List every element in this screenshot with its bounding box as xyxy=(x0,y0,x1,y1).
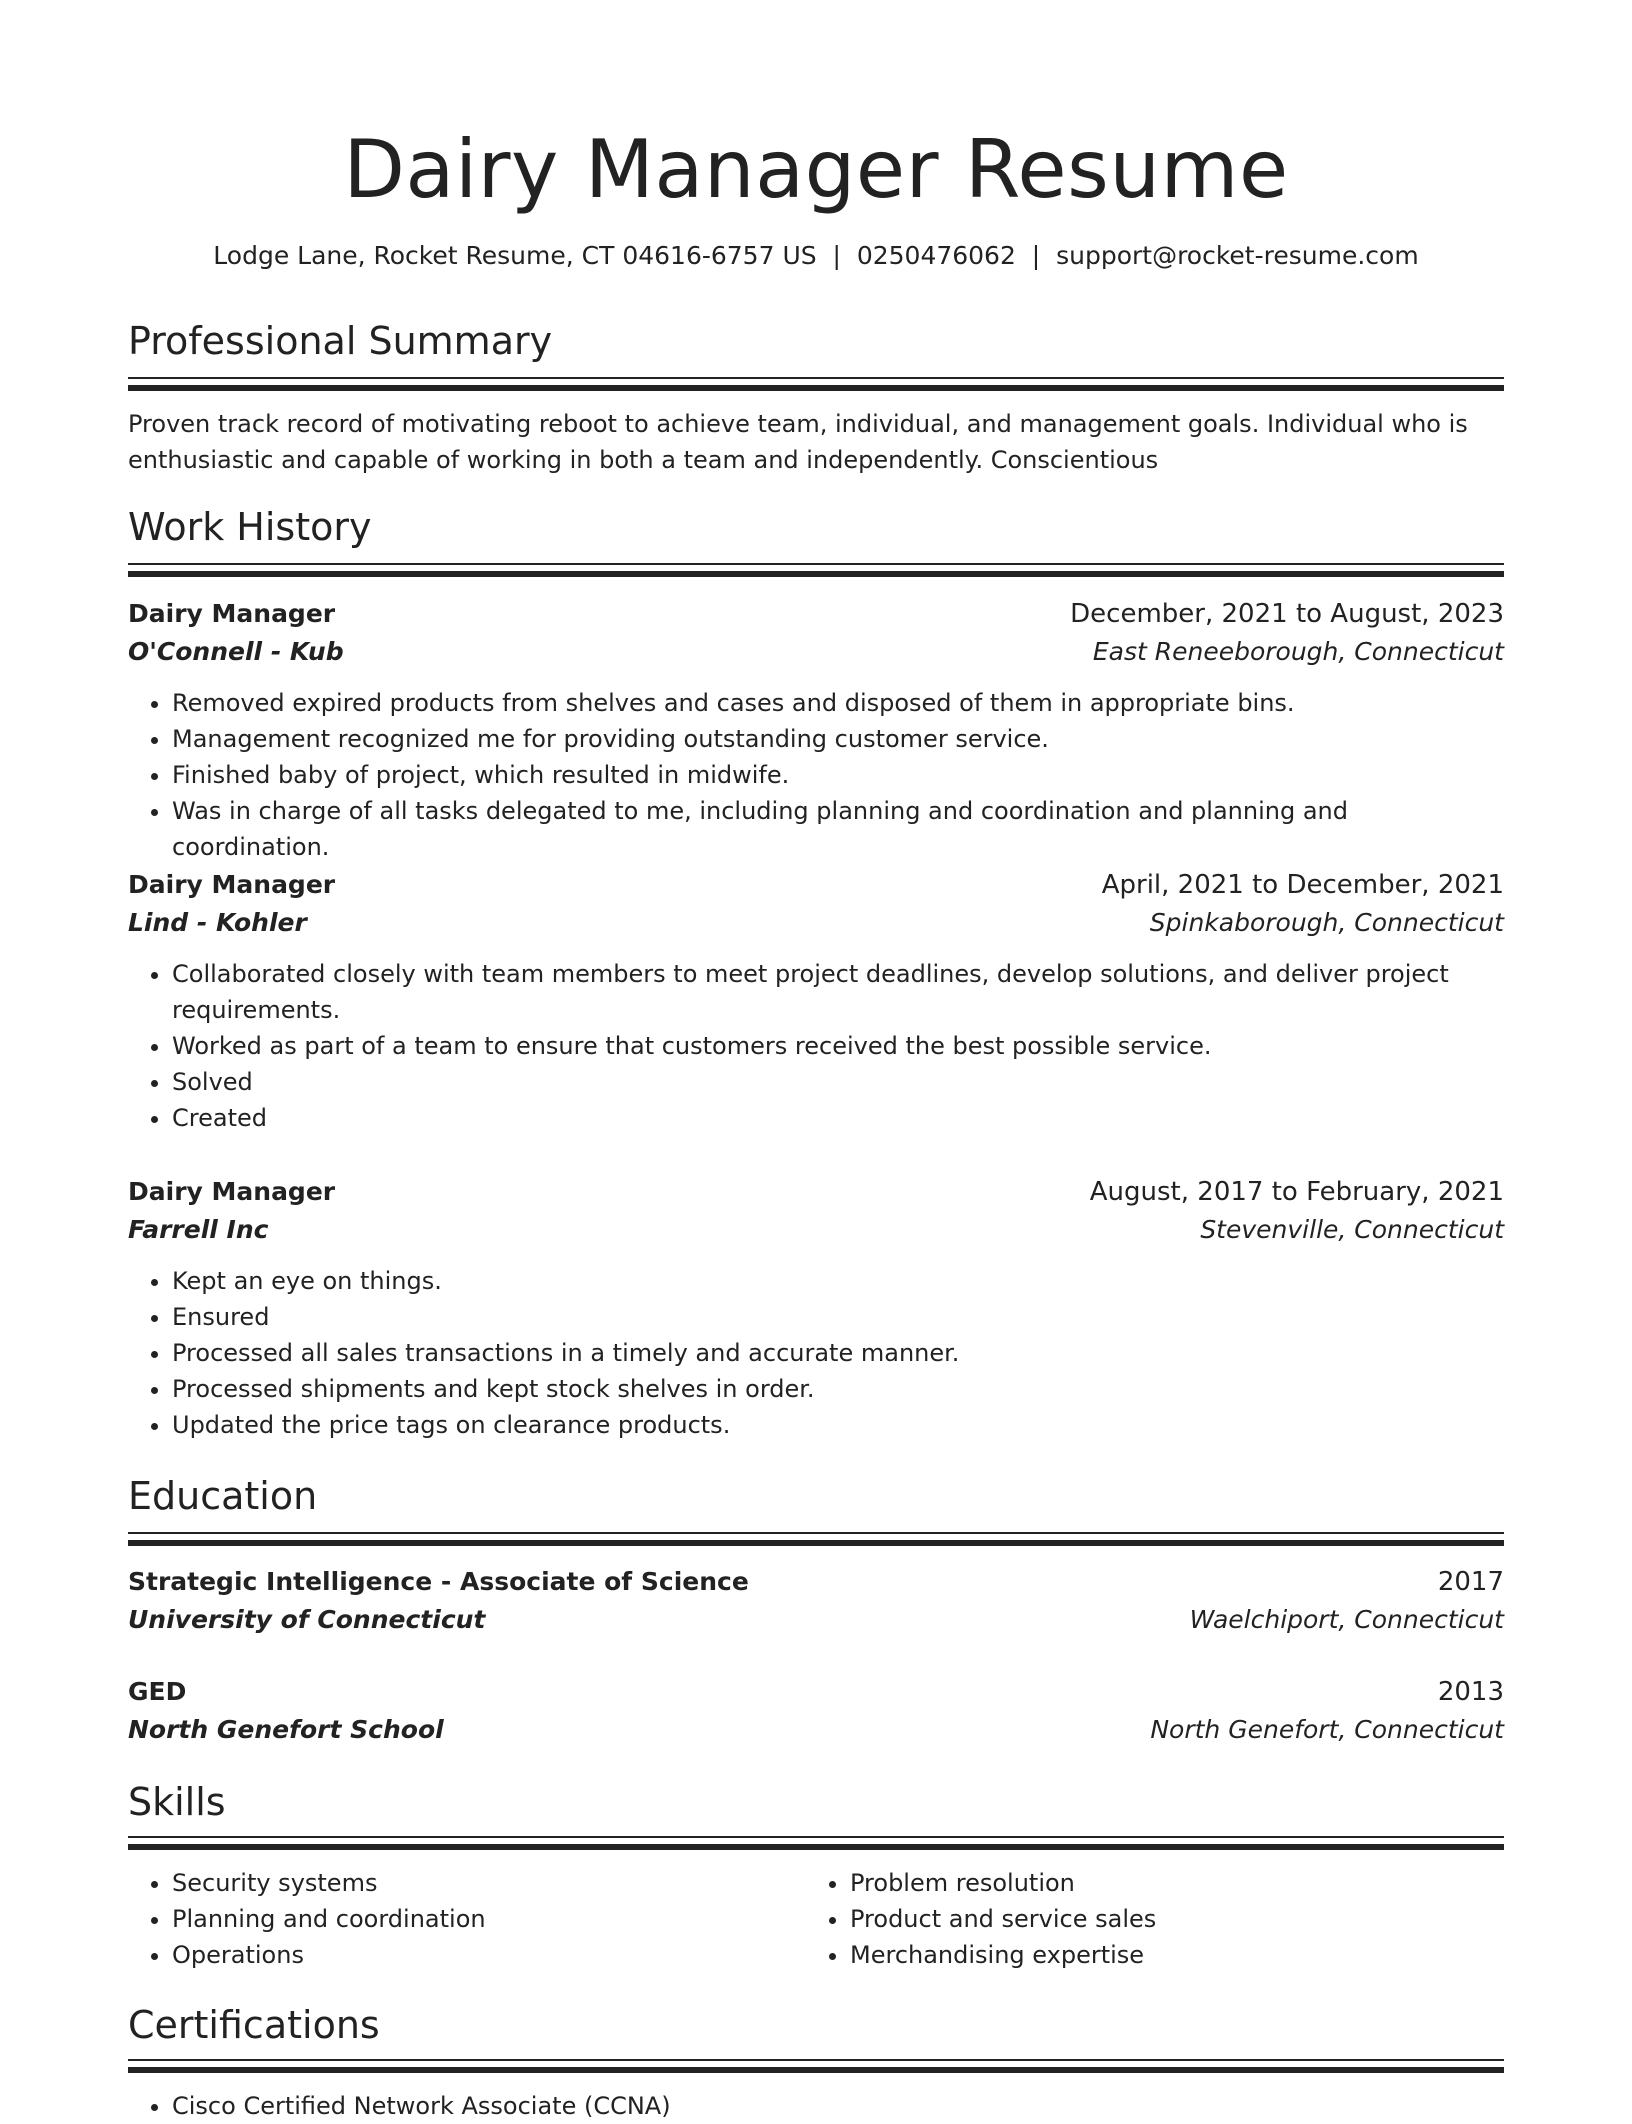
skill-item: • Security systems xyxy=(172,1865,768,1901)
list-item: • Ensured xyxy=(172,1299,1504,1335)
skills-column-right xyxy=(806,1865,1446,1973)
skill-item: • Operations xyxy=(172,1937,768,1973)
school-location: Waelchiport, Connecticut xyxy=(1189,1605,1504,1634)
degree-title: GED xyxy=(128,1677,187,1706)
list-item: • Solved xyxy=(172,1064,1504,1100)
company-name: Lind - Kohler xyxy=(128,908,307,937)
graduation-year: 2017 xyxy=(1437,1567,1504,1597)
list-item: • Was in charge of all tasks delegated to me, including planning and coordination and planning and coordination. xyxy=(172,793,1504,865)
school-name: North Genefort School xyxy=(128,1715,444,1744)
contact-line: Lodge Lane, Rocket Resume, CT 04616-6757 US | 0250476062 | support@rocket-resume.com xyxy=(213,241,1419,270)
skill-item: • Planning and coordination xyxy=(172,1901,768,1937)
list-item: • Updated the price tags on clearance products. xyxy=(172,1407,1504,1443)
list-item: • Collaborated closely with team members to meet project deadlines, develop solutions, and deliver project requirements. xyxy=(172,956,1504,1028)
summary-text: Proven track record of motivating reboot to achieve team, individual, and management goals. Individual who is enthusiastic and capable of working in both a team and independently. Conscientious xyxy=(128,410,1468,474)
list-item: • Processed shipments and kept stock shelves in order. xyxy=(172,1371,1504,1407)
job-duties-list xyxy=(128,685,1504,865)
list-item: • Management recognized me for providing outstanding customer service. xyxy=(172,721,1504,757)
job-dates: August, 2017 to February, 2021 xyxy=(1089,1177,1504,1207)
certifications-list xyxy=(128,2088,1504,2124)
section-title-education: Education xyxy=(128,1474,318,1518)
company-name: O'Connell - Kub xyxy=(128,637,344,666)
job-duties-list xyxy=(128,1263,1504,1443)
job-title: Dairy Manager xyxy=(128,599,336,628)
section-title-certifications: Certifications xyxy=(128,2003,380,2047)
skill-item: • Merchandising expertise xyxy=(850,1937,1446,1973)
section-title-skills: Skills xyxy=(128,1780,226,1824)
skill-item: • Problem resolution xyxy=(850,1865,1446,1901)
section-divider xyxy=(128,1532,1504,1546)
list-item: • Worked as part of a team to ensure that customers received the best possible service. xyxy=(172,1028,1504,1064)
education-entry xyxy=(128,1673,1504,1749)
list-item: • Processed all sales transactions in a timely and accurate manner. xyxy=(172,1335,1504,1371)
job-title: Dairy Manager xyxy=(128,870,336,899)
job-title: Dairy Manager xyxy=(128,1177,336,1206)
section-divider xyxy=(128,377,1504,391)
education-entry xyxy=(128,1563,1504,1639)
list-item: • Kept an eye on things. xyxy=(172,1263,1504,1299)
list-item: • Finished baby of project, which resulted in midwife. xyxy=(172,757,1504,793)
company-name: Farrell Inc xyxy=(128,1215,269,1244)
list-item: • Created xyxy=(172,1100,1504,1136)
job-entry xyxy=(128,595,1504,865)
job-entry xyxy=(128,866,1504,1136)
job-entry xyxy=(128,1173,1504,1443)
job-duties-list xyxy=(128,956,1504,1136)
section-divider xyxy=(128,2059,1504,2073)
certification-item: • Cisco Certified Network Associate (CCNA) xyxy=(172,2088,1504,2124)
job-dates: December, 2021 to August, 2023 xyxy=(1070,599,1504,629)
section-title-summary: Professional Summary xyxy=(128,319,553,363)
section-divider xyxy=(128,563,1504,577)
skill-item: • Product and service sales xyxy=(850,1901,1446,1937)
school-name: University of Connecticut xyxy=(128,1605,486,1634)
job-location: Stevenville, Connecticut xyxy=(1200,1215,1504,1244)
job-location: Spinkaborough, Connecticut xyxy=(1149,908,1504,937)
graduation-year: 2013 xyxy=(1437,1677,1504,1707)
section-divider xyxy=(128,1836,1504,1850)
job-location: East Reneeborough, Connecticut xyxy=(1092,637,1504,666)
degree-title: Strategic Intelligence - Associate of Science xyxy=(128,1567,749,1596)
resume-title: Dairy Manager Resume xyxy=(343,123,1289,216)
skills-column-left xyxy=(128,1865,768,1973)
list-item: • Removed expired products from shelves and cases and disposed of them in appropriate bins. xyxy=(172,685,1504,721)
school-location: North Genefort, Connecticut xyxy=(1150,1715,1504,1744)
section-title-work-history: Work History xyxy=(128,505,372,549)
job-dates: April, 2021 to December, 2021 xyxy=(1101,870,1504,900)
